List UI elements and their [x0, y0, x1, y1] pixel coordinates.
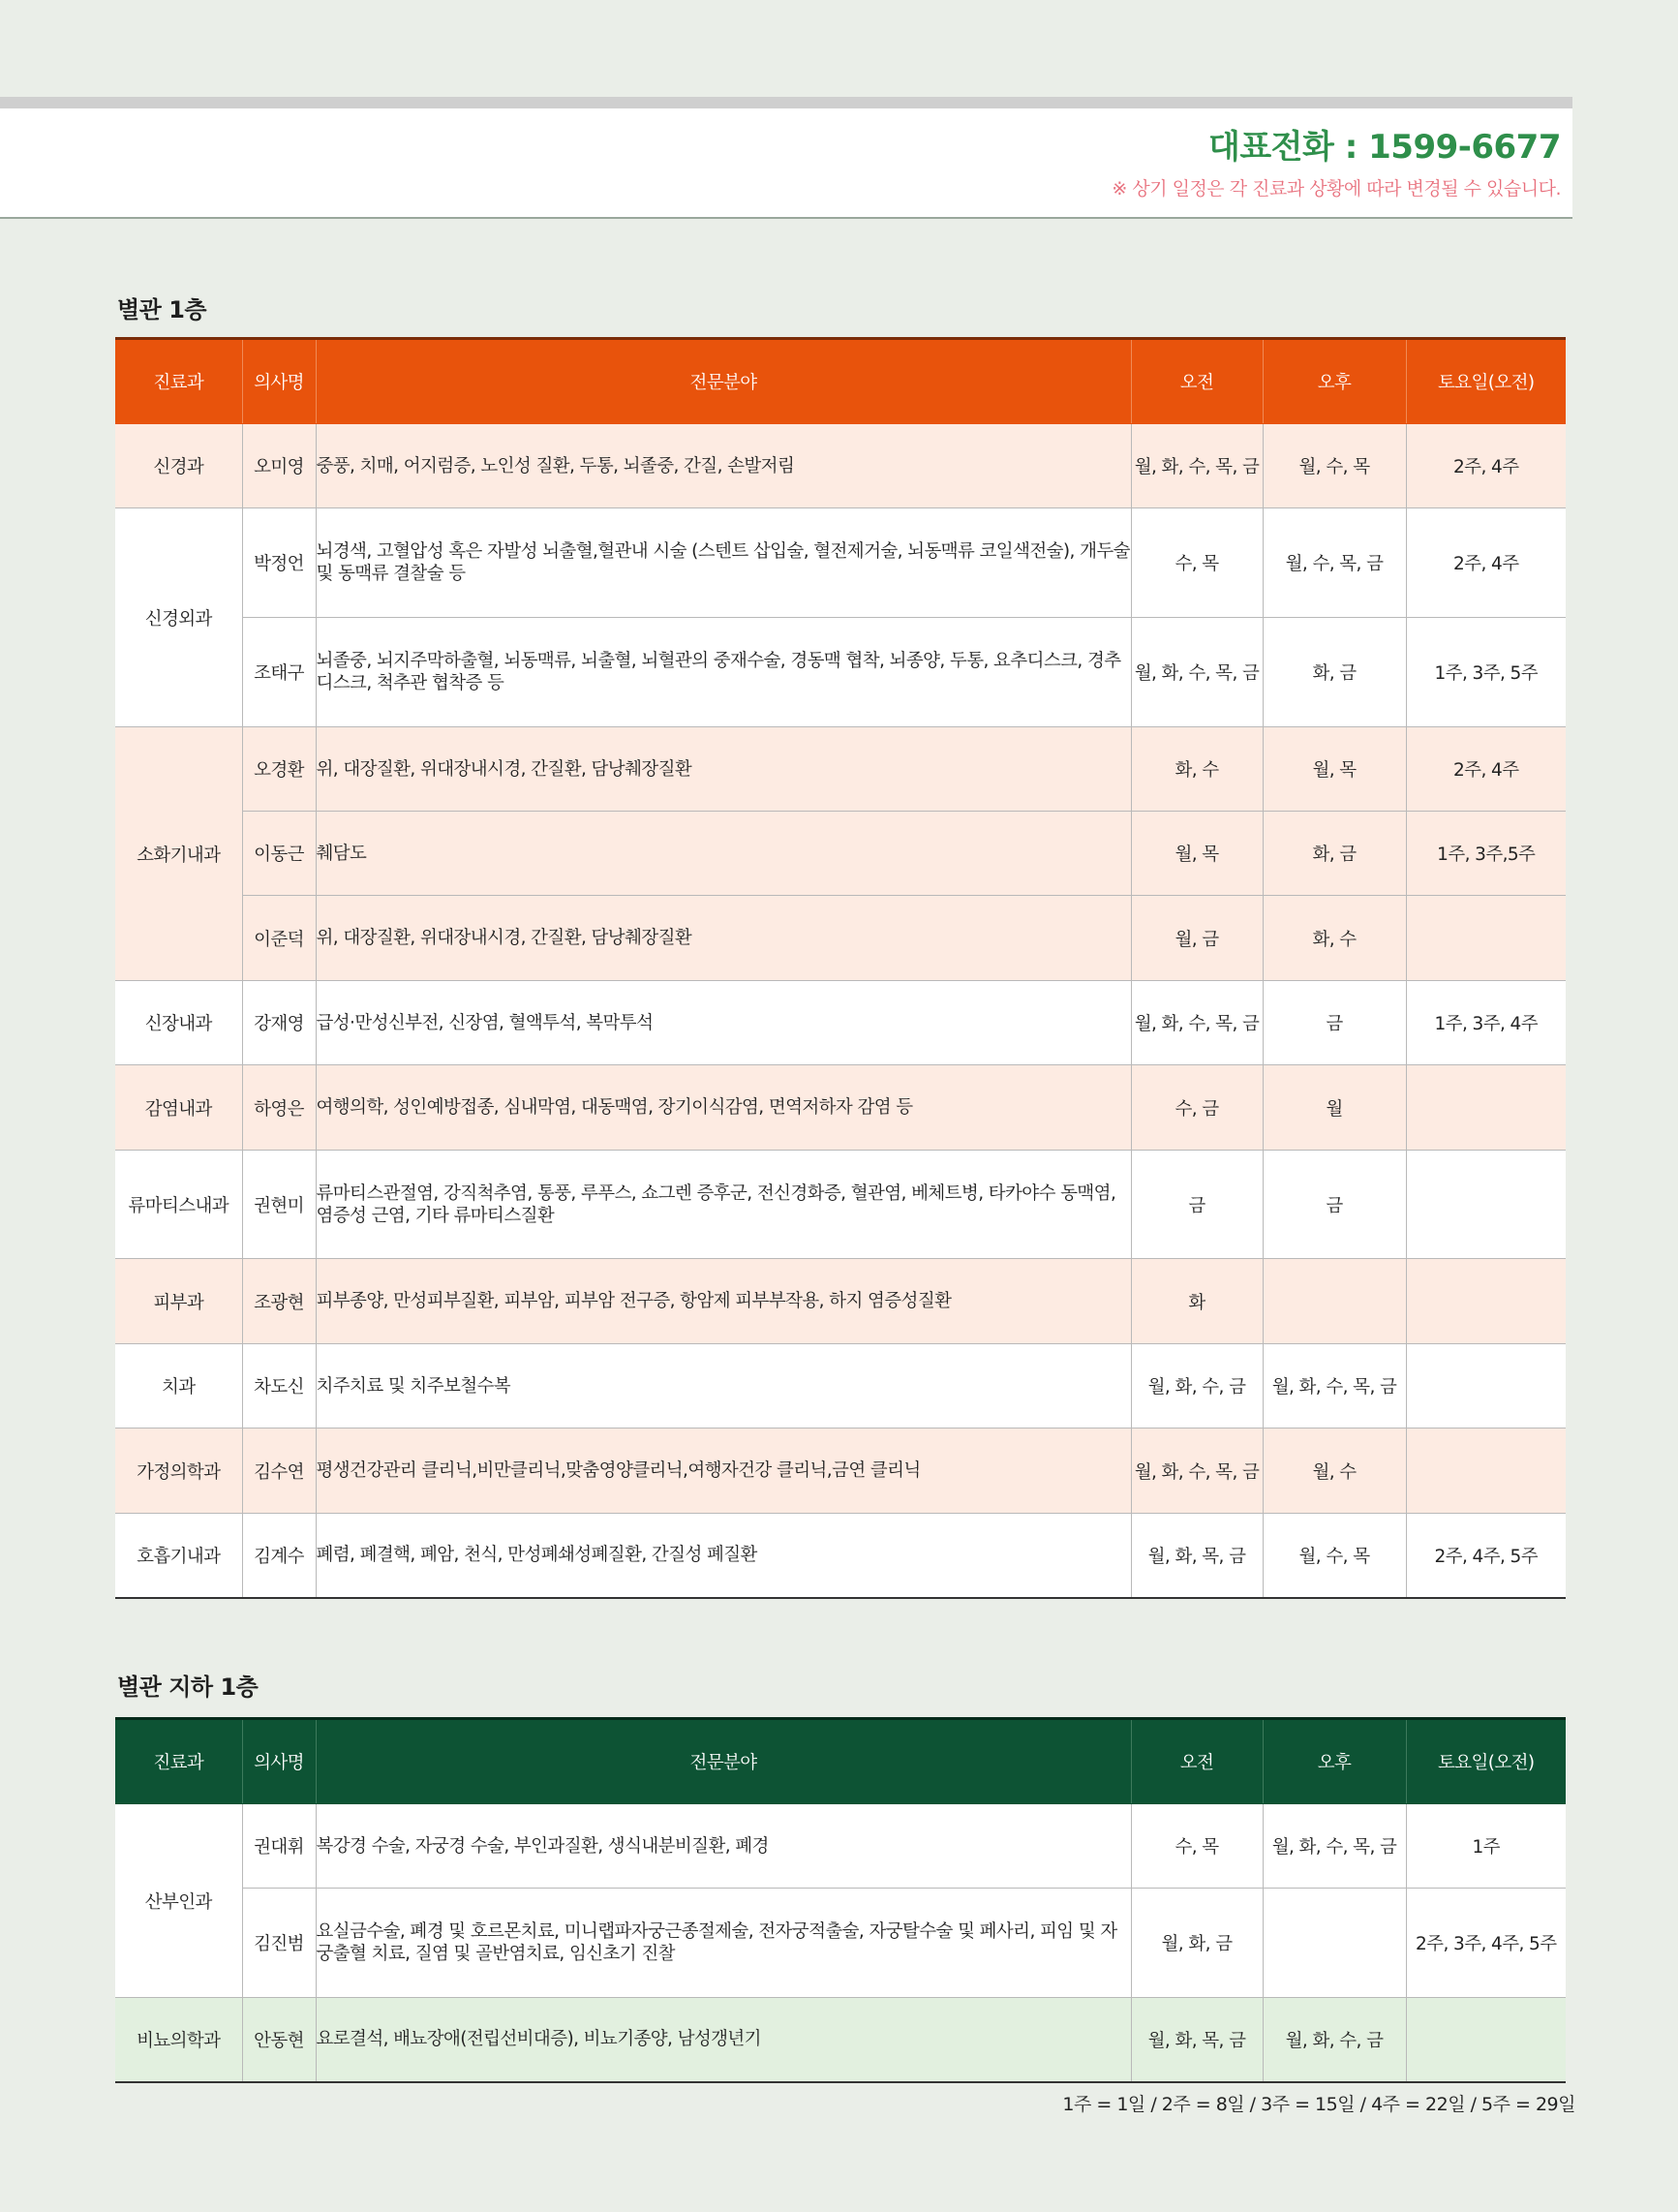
doctor-cell: 이준덕 — [242, 896, 316, 981]
col-header-specialty: 전문분야 — [316, 1719, 1131, 1804]
pm-cell: 월, 화, 수, 금 — [1263, 1998, 1406, 2082]
table-header-row — [115, 339, 1566, 424]
sat-cell — [1406, 1344, 1566, 1429]
phone-number: 대표전화 : 1599-6677 — [1207, 128, 1561, 167]
sat-cell: 1주 — [1406, 1804, 1566, 1889]
col-header-doctor: 의사명 — [242, 1719, 316, 1804]
doctor-cell: 권현미 — [242, 1151, 316, 1259]
table-row — [115, 1889, 1566, 1998]
col-header-sat: 토요일(오전) — [1406, 339, 1566, 424]
am-cell: 월, 목 — [1131, 812, 1263, 896]
doctor-cell: 이동근 — [242, 812, 316, 896]
col-header-pm: 오후 — [1263, 339, 1406, 424]
dept-cell: 신경과 — [115, 424, 242, 508]
doctor-cell: 안동현 — [242, 1998, 316, 2082]
table-row — [115, 618, 1566, 727]
pm-cell: 월, 수, 목 — [1263, 424, 1406, 508]
specialty-cell: 류마티스관절염, 강직척추염, 통풍, 루푸스, 쇼그렌 증후군, 전신경화증, 혈관염, 베체트병, 타카야수 동맥염, 염증성 근염, 기타 류마티스질환 — [316, 1151, 1131, 1259]
table-row — [115, 1429, 1566, 1514]
doctor-cell: 조광현 — [242, 1259, 316, 1344]
specialty-cell: 피부종양, 만성피부질환, 피부암, 피부암 전구증, 항암제 피부부작용, 하지 염증성질환 — [316, 1259, 1131, 1344]
schedule-table-annex-b1 — [115, 1717, 1566, 2083]
week-legend-footnote: 1주 = 1일 / 2주 = 8일 / 3주 = 15일 / 4주 = 22일 / 5주 = 29일 — [1062, 2094, 1575, 2115]
section-title-annex-b1: 별관 지하 1층 — [117, 1674, 259, 1701]
col-header-doctor: 의사명 — [242, 339, 316, 424]
pm-cell: 금 — [1263, 1151, 1406, 1259]
table-row — [115, 1344, 1566, 1429]
specialty-cell: 위, 대장질환, 위대장내시경, 간질환, 담낭췌장질환 — [316, 896, 1131, 981]
table-row — [115, 812, 1566, 896]
doctor-cell: 김수연 — [242, 1429, 316, 1514]
specialty-cell: 요로결석, 배뇨장애(전립선비대증), 비뇨기종양, 남성갱년기 — [316, 1998, 1131, 2082]
specialty-cell: 폐렴, 폐결핵, 폐암, 천식, 만성폐쇄성폐질환, 간질성 폐질환 — [316, 1514, 1131, 1598]
pm-cell: 월, 화, 수, 목, 금 — [1263, 1344, 1406, 1429]
specialty-cell: 뇌졸중, 뇌지주막하출혈, 뇌동맥류, 뇌출혈, 뇌혈관의 중재수술, 경동맥 협착, 뇌종양, 두통, 요추디스크, 경추 디스크, 척추관 협착증 등 — [316, 618, 1131, 727]
dept-cell: 비뇨의학과 — [115, 1998, 242, 2082]
table-row — [115, 1998, 1566, 2082]
sat-cell: 2주, 4주 — [1406, 424, 1566, 508]
am-cell: 월, 화, 수, 목, 금 — [1131, 981, 1263, 1065]
col-header-pm: 오후 — [1263, 1719, 1406, 1804]
sat-cell — [1406, 1151, 1566, 1259]
dept-cell: 류마티스내과 — [115, 1151, 242, 1259]
sat-cell: 2주, 3주, 4주, 5주 — [1406, 1889, 1566, 1998]
am-cell: 월, 화, 수, 목, 금 — [1131, 1429, 1263, 1514]
sat-cell: 2주, 4주 — [1406, 727, 1566, 812]
am-cell: 월, 화, 목, 금 — [1131, 1998, 1263, 2082]
col-header-dept: 진료과 — [115, 1719, 242, 1804]
dept-cell: 산부인과 — [115, 1804, 242, 1998]
specialty-cell: 치주치료 및 치주보철수복 — [316, 1344, 1131, 1429]
doctor-cell: 권대휘 — [242, 1804, 316, 1889]
doctor-cell: 김진범 — [242, 1889, 316, 1998]
doctor-cell: 하영은 — [242, 1065, 316, 1151]
dept-cell: 감염내과 — [115, 1065, 242, 1151]
specialty-cell: 중풍, 치매, 어지럼증, 노인성 질환, 두통, 뇌졸중, 간질, 손발저림 — [316, 424, 1131, 508]
doctor-cell: 차도신 — [242, 1344, 316, 1429]
pm-cell — [1263, 1259, 1406, 1344]
doctor-cell: 조태구 — [242, 618, 316, 727]
sat-cell — [1406, 1429, 1566, 1514]
table-header-row — [115, 1719, 1566, 1804]
sat-cell: 2주, 4주, 5주 — [1406, 1514, 1566, 1598]
table-row — [115, 424, 1566, 508]
table-row — [115, 727, 1566, 812]
specialty-cell: 복강경 수술, 자궁경 수술, 부인과질환, 생식내분비질환, 폐경 — [316, 1804, 1131, 1889]
schedule-notice: ※ 상기 일정은 각 진료과 상황에 따라 변경될 수 있습니다. — [1112, 178, 1561, 200]
table-row — [115, 896, 1566, 981]
am-cell: 월, 화, 수, 목, 금 — [1131, 424, 1263, 508]
doctor-cell: 오경환 — [242, 727, 316, 812]
table-row — [115, 981, 1566, 1065]
pm-cell: 화, 금 — [1263, 618, 1406, 727]
dept-cell: 소화기내과 — [115, 727, 242, 981]
am-cell: 수, 목 — [1131, 508, 1263, 618]
specialty-cell: 급성·만성신부전, 신장염, 혈액투석, 복막투석 — [316, 981, 1131, 1065]
sat-cell — [1406, 1259, 1566, 1344]
specialty-cell: 요실금수술, 폐경 및 호르몬치료, 미니랩파자궁근종절제술, 전자궁적출술, 자궁탈수술 및 페사리, 피임 및 자궁출혈 치료, 질염 및 골반염치료, 임신초기 진찰 — [316, 1889, 1131, 1998]
top-divider-bar — [0, 97, 1572, 108]
doctor-cell: 김계수 — [242, 1514, 316, 1598]
am-cell: 수, 금 — [1131, 1065, 1263, 1151]
pm-cell: 금 — [1263, 981, 1406, 1065]
header — [0, 108, 1572, 219]
specialty-cell: 뇌경색, 고혈압성 혹은 자발성 뇌출혈,혈관내 시술 (스텐트 삽입술, 혈전제거술, 뇌동맥류 코일색전술), 개두술 및 동맥류 결찰술 등 — [316, 508, 1131, 618]
am-cell: 월, 화, 목, 금 — [1131, 1514, 1263, 1598]
pm-cell: 월, 수 — [1263, 1429, 1406, 1514]
doctor-cell: 강재영 — [242, 981, 316, 1065]
table-row — [115, 1514, 1566, 1598]
dept-cell: 피부과 — [115, 1259, 242, 1344]
col-header-dept: 진료과 — [115, 339, 242, 424]
am-cell: 월, 화, 수, 금 — [1131, 1344, 1263, 1429]
pm-cell: 화, 수 — [1263, 896, 1406, 981]
pm-cell: 월, 수, 목 — [1263, 1514, 1406, 1598]
table-row — [115, 1804, 1566, 1889]
doctor-cell: 박정언 — [242, 508, 316, 618]
am-cell: 월, 화, 금 — [1131, 1889, 1263, 1998]
col-header-am: 오전 — [1131, 339, 1263, 424]
sat-cell: 2주, 4주 — [1406, 508, 1566, 618]
dept-cell: 호흡기내과 — [115, 1514, 242, 1598]
am-cell: 월, 화, 수, 목, 금 — [1131, 618, 1263, 727]
dept-cell: 치과 — [115, 1344, 242, 1429]
specialty-cell: 여행의학, 성인예방접종, 심내막염, 대동맥염, 장기이식감염, 면역저하자 감염 등 — [316, 1065, 1131, 1151]
table-row — [115, 1259, 1566, 1344]
am-cell: 화 — [1131, 1259, 1263, 1344]
pm-cell: 월, 수, 목, 금 — [1263, 508, 1406, 618]
sat-cell — [1406, 1998, 1566, 2082]
sat-cell — [1406, 896, 1566, 981]
sat-cell: 1주, 3주,5주 — [1406, 812, 1566, 896]
col-header-sat: 토요일(오전) — [1406, 1719, 1566, 1804]
specialty-cell: 췌담도 — [316, 812, 1131, 896]
section-title-annex-1f: 별관 1층 — [117, 296, 207, 323]
pm-cell — [1263, 1889, 1406, 1998]
sat-cell: 1주, 3주, 5주 — [1406, 618, 1566, 727]
col-header-am: 오전 — [1131, 1719, 1263, 1804]
specialty-cell: 위, 대장질환, 위대장내시경, 간질환, 담낭췌장질환 — [316, 727, 1131, 812]
sat-cell: 1주, 3주, 4주 — [1406, 981, 1566, 1065]
dept-cell: 신장내과 — [115, 981, 242, 1065]
schedule-table-annex-1f — [115, 337, 1566, 1599]
dept-cell: 가정의학과 — [115, 1429, 242, 1514]
table-row — [115, 508, 1566, 618]
col-header-specialty: 전문분야 — [316, 339, 1131, 424]
am-cell: 금 — [1131, 1151, 1263, 1259]
table-row — [115, 1065, 1566, 1151]
pm-cell: 월, 화, 수, 목, 금 — [1263, 1804, 1406, 1889]
doctor-cell: 오미영 — [242, 424, 316, 508]
pm-cell: 월, 목 — [1263, 727, 1406, 812]
dept-cell: 신경외과 — [115, 508, 242, 727]
table-row — [115, 1151, 1566, 1259]
am-cell: 수, 목 — [1131, 1804, 1263, 1889]
am-cell: 월, 금 — [1131, 896, 1263, 981]
sat-cell — [1406, 1065, 1566, 1151]
pm-cell: 월 — [1263, 1065, 1406, 1151]
pm-cell: 화, 금 — [1263, 812, 1406, 896]
specialty-cell: 평생건강관리 클리닉,비만클리닉,맞춤영양클리닉,여행자건강 클리닉,금연 클리닉 — [316, 1429, 1131, 1514]
am-cell: 화, 수 — [1131, 727, 1263, 812]
